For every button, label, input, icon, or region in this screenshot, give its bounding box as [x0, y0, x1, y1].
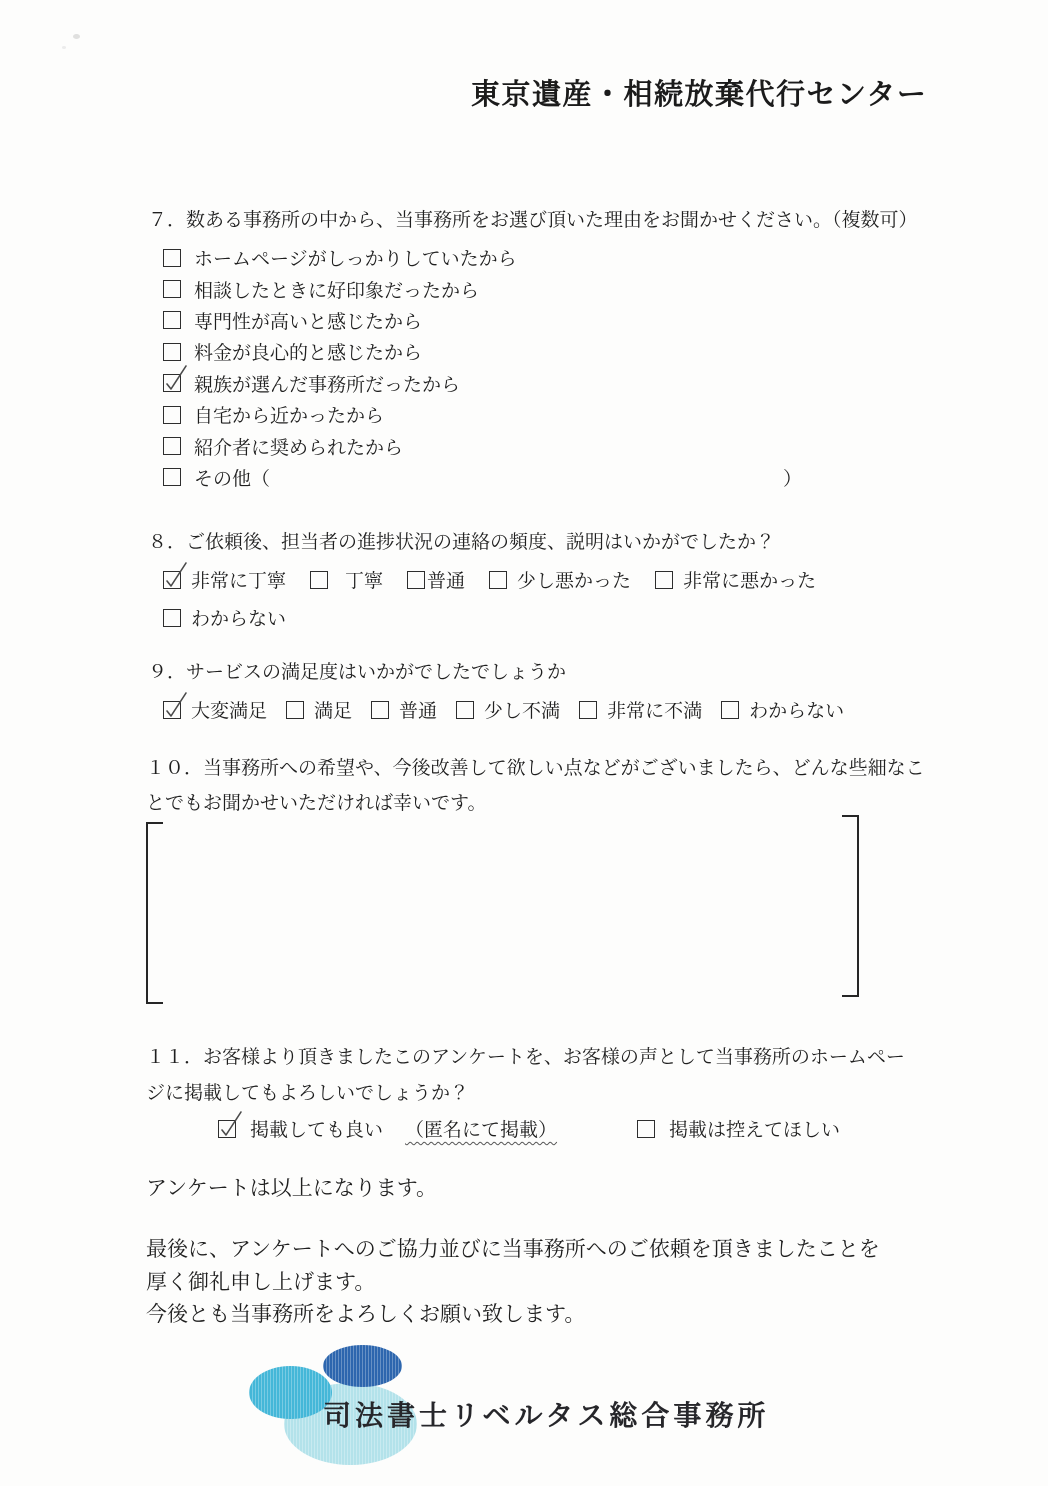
q7-option-row — [163, 368, 918, 399]
checkbox-label: その他（ — [194, 468, 271, 490]
closing-statement — [146, 1172, 437, 1205]
question-10-text-line2: とでもお聞かせいただければ幸いです。 — [146, 793, 487, 814]
checkbox[interactable] — [721, 701, 739, 719]
q7-option-row — [163, 305, 918, 336]
q11-option-decline — [637, 1115, 840, 1142]
checkbox[interactable] — [637, 1120, 655, 1138]
checkbox[interactable] — [655, 571, 673, 589]
checkbox-label: 掲載は控えてほしい — [669, 1120, 841, 1141]
question-9-options — [163, 696, 844, 723]
closing-line: 最後に、アンケートへのご協力並びに当事務所へのご依頼を頂きましたことを — [146, 1237, 880, 1261]
checkbox[interactable] — [310, 571, 328, 589]
question-7-title: ７．数ある事務所の中から、当事務所をお選び頂いた理由をお聞かせください。（複数可） — [148, 210, 918, 231]
checkbox-label: 自宅から近かったから — [194, 406, 385, 428]
question-10 — [146, 751, 925, 821]
closing-line: アンケートは以上になります。 — [146, 1176, 438, 1200]
q8-option — [407, 566, 465, 593]
q7-option-row — [163, 273, 918, 304]
q8-option — [489, 566, 631, 593]
checkbox[interactable] — [163, 249, 181, 267]
scan-speckle — [73, 34, 80, 39]
checkbox[interactable] — [163, 571, 181, 589]
anonymous-note: （匿名にて掲載） — [405, 1120, 558, 1141]
checkbox-label: 料金が良心的と感じたから — [194, 343, 423, 365]
checkbox-label: 非常に丁寧 — [191, 571, 287, 592]
question-7-options — [163, 242, 918, 493]
question-9-title: ９．サービスの満足度はいかがでしたでしょうか — [148, 662, 567, 683]
checkbox[interactable] — [579, 701, 597, 719]
checkbox[interactable] — [163, 701, 181, 719]
q9-option — [163, 696, 267, 723]
check-icon — [164, 702, 180, 718]
question-11-options — [218, 1115, 905, 1142]
checkbox-label: 普通 — [399, 701, 438, 722]
checkbox-label: ホームページがしっかりしていたから — [194, 249, 517, 271]
question-8-options — [163, 566, 816, 593]
checkbox-label: 大変満足 — [191, 701, 268, 722]
q8-option — [163, 566, 286, 593]
checkbox-label: 専門性が高いと感じたから — [194, 311, 423, 333]
question-10-text-line1: １０．当事務所への希望や、今後改善して欲しい点などがございましたら、どんな些細なこ — [146, 758, 925, 779]
checkbox[interactable] — [489, 571, 507, 589]
checkbox[interactable] — [407, 571, 425, 589]
q9-option — [579, 696, 702, 723]
checkbox-label: 紹介者に奨められたから — [194, 437, 404, 459]
scan-speckle — [62, 46, 66, 49]
checkbox-label: 丁寧 — [345, 571, 384, 592]
checkbox[interactable] — [163, 374, 181, 392]
checkbox-label: 非常に悪かった — [683, 571, 817, 592]
question-7 — [148, 209, 918, 493]
logo-ellipse-teal-icon — [249, 1366, 332, 1419]
check-icon — [219, 1121, 235, 1137]
q7-option-row — [163, 399, 918, 430]
logo-ellipse-dark-icon — [323, 1345, 402, 1387]
free-response-area[interactable] — [165, 824, 840, 996]
checkbox[interactable] — [163, 406, 181, 424]
page-title: 東京遺産・相続放棄代行センター — [471, 79, 928, 111]
q11-option-allow — [218, 1115, 557, 1142]
checkbox[interactable] — [163, 609, 181, 627]
checkbox[interactable] — [371, 701, 389, 719]
question-11 — [146, 1040, 905, 1142]
q9-option — [721, 696, 844, 723]
other-close-paren: ） — [783, 468, 803, 490]
checkbox[interactable] — [286, 701, 304, 719]
q7-option-row — [163, 430, 918, 461]
checkbox-label: 普通 — [427, 571, 466, 592]
checkbox-label: 相談したときに好印象だったから — [194, 280, 480, 302]
office-name: 司法書士リベルタス総合事務所 — [323, 1400, 770, 1431]
check-icon — [164, 572, 180, 588]
checkbox-label: 親族が選んだ事務所だったから — [194, 374, 461, 396]
closing-thanks — [146, 1233, 880, 1331]
checkbox[interactable] — [163, 311, 181, 329]
check-icon — [164, 375, 180, 391]
checkbox-label: 掲載しても良い — [250, 1120, 384, 1141]
checkbox-label: わからない — [749, 701, 845, 722]
question-8-title: ８．ご依頼後、担当者の進捗状況の連絡の頻度、説明はいかがでしたか？ — [148, 532, 776, 553]
checkbox-label: 少し悪かった — [517, 571, 632, 592]
question-8-options-row2 — [163, 604, 816, 631]
checkbox-label: 満足 — [314, 701, 353, 722]
question-8 — [148, 531, 816, 631]
q7-option-row — [163, 242, 918, 273]
answer-box-bracket-right — [842, 815, 859, 997]
q9-option — [456, 696, 560, 723]
checkbox[interactable] — [163, 280, 181, 298]
question-11-text-line2: ジに掲載してもよろしいでしょうか？ — [146, 1083, 470, 1104]
checkbox[interactable] — [163, 343, 181, 361]
checkbox-label: わからない — [191, 609, 287, 630]
checkbox[interactable] — [163, 468, 181, 486]
checkbox[interactable] — [456, 701, 474, 719]
closing-line: 今後とも当事務所をよろしくお願い致します。 — [146, 1302, 586, 1326]
q9-option — [371, 696, 437, 723]
office-logo — [243, 1336, 823, 1478]
q8-option — [655, 566, 816, 593]
checkbox-label: 非常に不満 — [607, 701, 703, 722]
checkbox[interactable] — [163, 437, 181, 455]
q9-option — [286, 696, 352, 723]
q7-option-row-other — [163, 462, 918, 493]
checkbox[interactable] — [218, 1120, 236, 1138]
q8-option — [163, 604, 286, 631]
closing-line: 厚く御礼申し上げます。 — [146, 1269, 376, 1294]
q7-option-row — [163, 336, 918, 367]
question-9 — [148, 661, 844, 723]
checkbox-label: 少し不満 — [484, 701, 561, 722]
question-11-text-line1: １１．お客様より頂きましたこのアンケートを、お客様の声として当事務所のホームペー — [146, 1047, 905, 1068]
answer-box-bracket-left — [146, 822, 163, 1004]
q8-option — [310, 566, 383, 593]
